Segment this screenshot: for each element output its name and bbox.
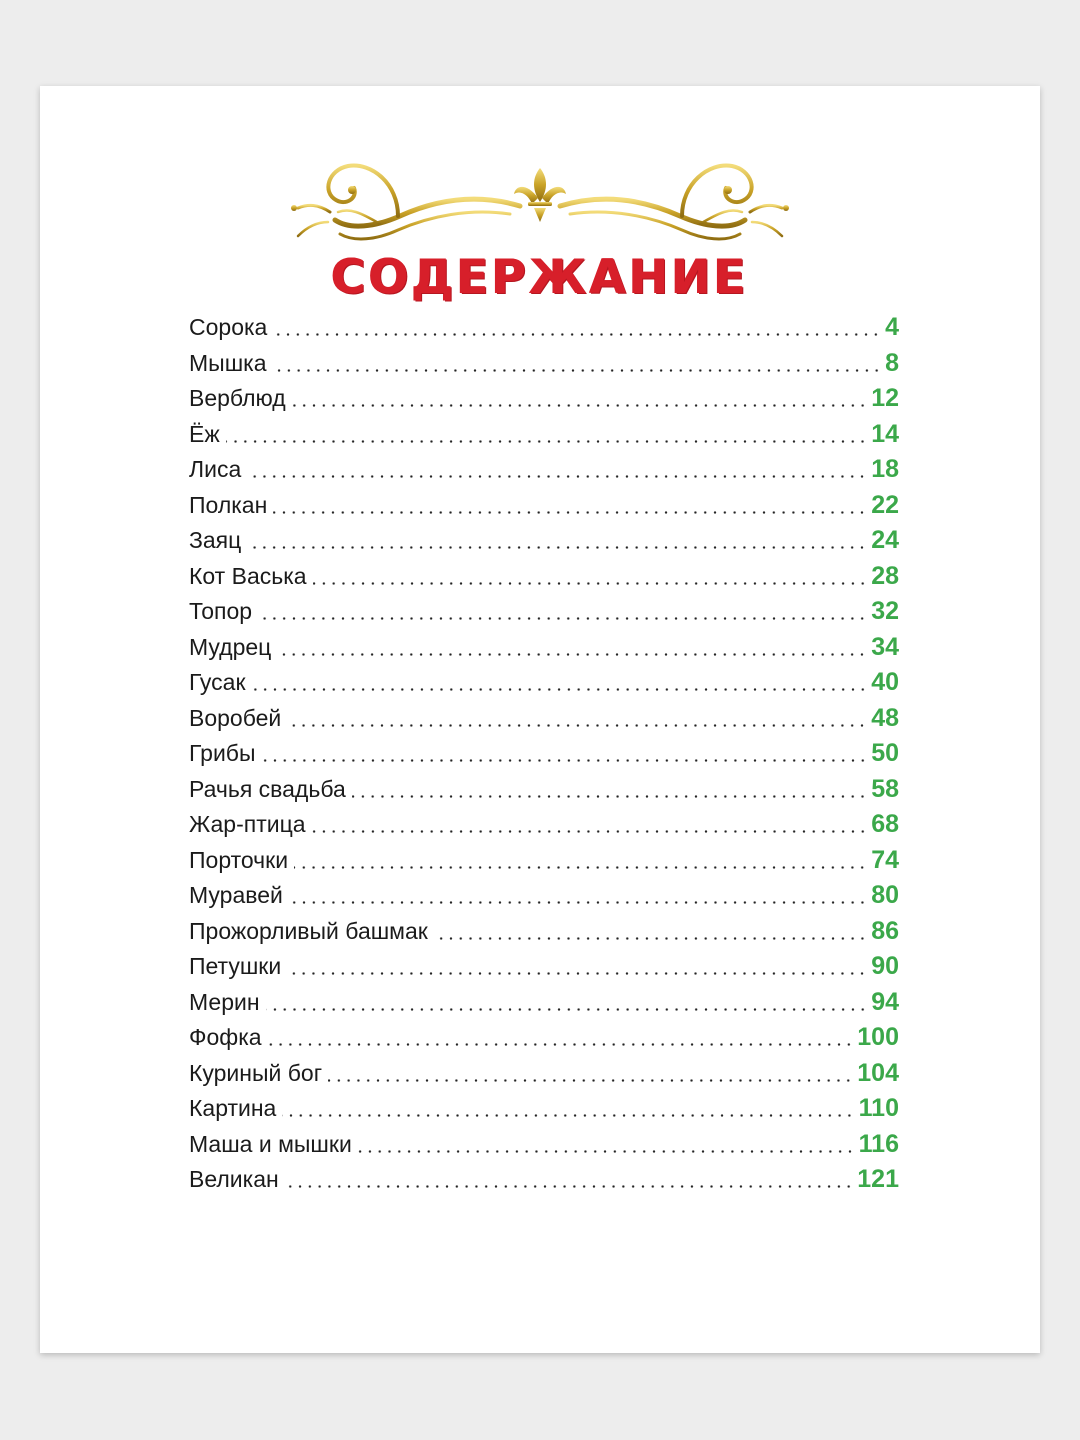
toc-entry-title: Сорока [189,314,268,340]
toc-entry [189,1162,899,1198]
toc-entry-title: Гусак [189,669,246,695]
toc-entry-title: Топор [189,598,253,624]
dot-leader [313,582,868,585]
dot-leader [273,333,881,336]
toc-entry [189,665,899,701]
page-title: СОДЕРЖАНИЕ [331,250,749,305]
toc-entry [189,630,899,666]
dot-leader [434,937,867,940]
book-page [40,86,1040,1353]
toc-entry-title: Рачья свадьба [189,775,346,802]
toc-entry [189,736,899,772]
toc-entry-title: Мерин [189,988,260,1015]
toc-entry-title: Петушки [189,953,282,979]
dot-leader [285,1185,854,1188]
toc-entry [189,1056,899,1092]
dot-leader [328,1079,853,1082]
toc-entry-page-number: 12 [871,384,899,412]
toc-entry [189,843,899,879]
toc-entry-title: Порточки [189,846,289,873]
toc-entry-page-number: 22 [871,490,899,519]
toc-entry-page-number: 110 [858,1094,899,1122]
toc-entry [189,772,899,808]
toc-entry [189,1127,899,1163]
toc-entry-title: Кот Васька [189,562,307,589]
toc-entry-page-number: 90 [871,952,899,980]
dot-leader [287,972,867,975]
toc-entry-title: Лиса [189,456,242,482]
toc-entry-page-number: 28 [871,561,899,590]
toc-entry-title: Мышка [189,349,267,376]
dot-leader [312,830,868,833]
toc-entry [189,878,899,914]
toc-entry-page-number: 8 [885,348,899,377]
dot-leader [247,546,867,549]
toc-entry-page-number: 94 [871,987,899,1016]
toc-entry-page-number: 18 [871,455,899,483]
toc-entry-page-number: 100 [857,1023,899,1051]
toc-entry-title: Воробей [189,704,282,731]
toc-entry [189,452,899,488]
toc-entry [189,417,899,453]
toc-entry-title: Прожорливый башмак [189,917,428,944]
toc-entry-page-number: 86 [871,916,899,945]
toc-entry-page-number: 58 [871,774,899,803]
toc-entry [189,701,899,737]
toc-entry-page-number: 4 [885,313,899,341]
toc-entry [189,594,899,630]
toc-entry-title: Заяц [189,527,242,553]
toc-entry-page-number: 40 [871,668,899,696]
dot-leader [352,795,867,798]
dot-leader [277,653,867,656]
toc-entry [189,949,899,985]
toc-entry-page-number: 74 [871,845,899,874]
toc-entry [189,914,899,950]
toc-entry-page-number: 80 [871,881,899,909]
dot-leader [292,404,868,407]
toc-entry-page-number: 50 [871,739,899,767]
toc-entry-title: Маша и мышки [189,1130,352,1157]
toc-entry [189,559,899,595]
dot-leader [273,369,882,372]
toc-entry-title: Великан [189,1166,279,1192]
toc-entry-title: Мудрец [189,633,272,660]
toc-entry [189,985,899,1021]
toc-entry [189,523,899,559]
dot-leader [289,901,867,904]
toc-entry-title: Жар-птица [189,811,306,837]
toc-entry-title: Куриный бог [189,1059,323,1086]
dot-leader [358,1150,855,1153]
toc-entry-page-number: 116 [858,1129,899,1158]
toc-entry-title: Фофка [189,1024,262,1050]
toc-entry-title: Грибы [189,740,256,766]
toc-entry-title: Муравей [189,882,283,908]
dot-leader [247,475,867,478]
toc-entry [189,346,899,382]
toc-entry [189,488,899,524]
dot-leader [266,1008,868,1011]
dot-leader [252,688,868,691]
toc-entry-page-number: 104 [857,1058,899,1087]
dot-leader [287,724,867,727]
toc-entry-title: Ёж [189,420,220,447]
dot-leader [258,617,867,620]
dot-leader [262,759,868,762]
toc-entry-title: Верблюд [189,385,286,411]
toc-entry-page-number: 24 [871,526,899,554]
dot-leader [273,511,867,514]
toc-entry-title: Полкан [189,491,268,518]
toc-entry-page-number: 32 [871,597,899,625]
gold-flourish-ornament-icon [280,154,800,250]
dot-leader [268,1043,854,1046]
toc-entry-title: Картина [189,1095,277,1121]
toc-entry-page-number: 34 [871,632,899,661]
toc-entry [189,381,899,417]
toc-entry-page-number: 14 [871,419,899,448]
toc-entry-page-number: 68 [871,810,899,838]
dot-leader [294,866,867,869]
toc-entry [189,1020,899,1056]
toc-entry [189,1091,899,1127]
table-of-contents [189,310,899,1198]
toc-entry-page-number: 48 [871,703,899,732]
dot-leader [226,440,867,443]
toc-entry [189,807,899,843]
dot-leader [282,1114,854,1117]
toc-entry [189,310,899,346]
toc-entry-page-number: 121 [857,1165,899,1193]
